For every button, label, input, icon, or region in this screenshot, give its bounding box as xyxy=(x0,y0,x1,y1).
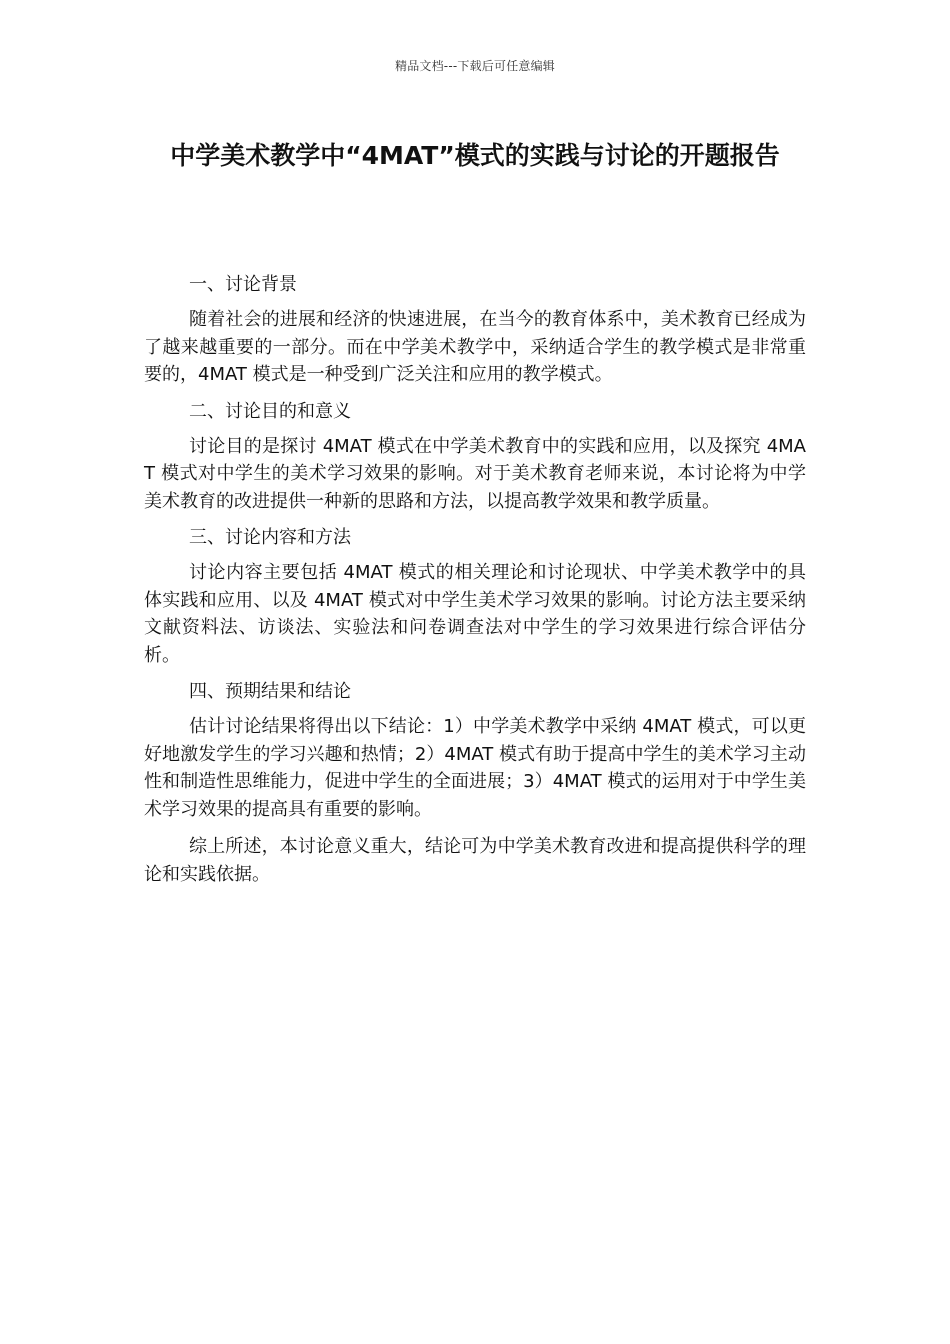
document-title: 中学美术教学中“4MAT”模式的实践与讨论的开题报告 xyxy=(170,141,780,170)
section-paragraph-purpose: 讨论目的是探讨 4MAT 模式在中学美术教育中的实践和应用，以及探究 4MAT 模式对中学生的美术学习效果的影响。对于美术教育老师来说，本讨论将为中学美术教育的改进提供一种新的思路和方法，以提高教学效果和教学质量。 xyxy=(144,435,806,512)
document-body xyxy=(144,270,806,896)
section-heading-background: 一、讨论背景 xyxy=(189,274,297,295)
section-heading-content-method: 三、讨论内容和方法 xyxy=(189,527,351,548)
section-heading-purpose: 二、讨论目的和意义 xyxy=(189,400,351,422)
section-paragraph-expected-results: 估计讨论结果将得出以下结论：1）中学美术教学中采纳 4MAT 模式，可以更好地激发学生的学习兴趣和热情；2）4MAT 模式有助于提高中学生的美术学习主动性和制造性思维能力，促进中学生的全面进展；3）4MAT 模式的运用对于中学生美术学习效果的提高具有重要的影响。 xyxy=(144,716,806,820)
section-paragraph-background: 随着社会的进展和经济的快速进展，在当今的教育体系中，美术教育已经成为了越来越重要的一部分。而在中学美术教学中，采纳适合学生的教学模式是非常重要的，4MAT 模式是一种受到广泛关注和应用的教学模式。 xyxy=(144,309,806,385)
section-paragraph-content-method: 讨论内容主要包括 4MAT 模式的相关理论和讨论现状、中学美术教学中的具体实践和应用、以及 4MAT 模式对中学生美术学习效果的影响。讨论方法主要采纳文献资料法、访谈法、实验法和问卷调查法对中学生的学习效果进行综合评估分析。 xyxy=(144,562,806,666)
summary-paragraph: 综上所述，本讨论意义重大，结论可为中学美术教育改进和提高提供科学的理论和实践依据。 xyxy=(144,836,806,885)
header-note: 精品文档---下载后可任意编辑 xyxy=(395,59,555,73)
section-heading-expected-results: 四、预期结果和结论 xyxy=(189,681,351,702)
